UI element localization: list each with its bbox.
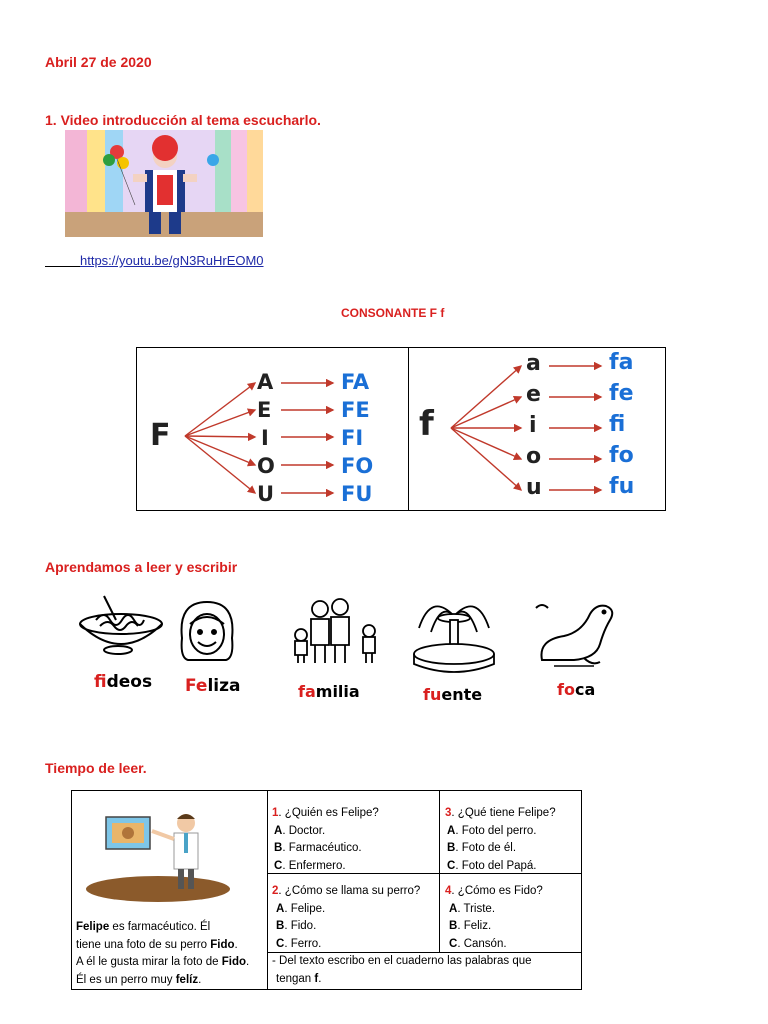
lowercase-diagram-box — [408, 347, 666, 511]
option-text: . Foto del Papá. — [455, 859, 537, 872]
word-rest: deos — [106, 672, 153, 692]
family-icon — [287, 597, 383, 667]
lowercase-vowel: a — [526, 351, 541, 376]
option-letter: C — [449, 937, 458, 950]
word-rest: ente — [441, 685, 483, 704]
question-4 — [445, 883, 579, 953]
question-text: . ¿Cómo es Fido? — [451, 885, 543, 897]
option-text: . Feliz. — [457, 920, 492, 932]
spaghetti-bowl-icon — [76, 594, 166, 660]
story-line: tiene una foto de su perro — [76, 938, 211, 951]
option-text: . Doctor. — [282, 824, 326, 837]
word-familia — [298, 682, 360, 701]
story-text: Felipe es farmacéutico. Él tiene una foto de su perro Fido. A él le gusta mirar la foto de Fido. Él es un perro muy felíz. — [76, 921, 250, 986]
question-text: . ¿Quién es Felipe? — [278, 807, 379, 819]
word-feliza — [185, 676, 241, 696]
word-prefix: fu — [423, 685, 442, 704]
uppercase-vowel: E — [257, 398, 272, 422]
word-rest: milia — [315, 682, 360, 701]
lowercase-vowel: u — [526, 475, 542, 500]
option-letter: C — [274, 859, 283, 872]
instruction-line: tengan — [276, 972, 315, 985]
fountain-icon — [411, 588, 497, 678]
clown-video-image — [65, 130, 263, 237]
option-letter: A — [274, 824, 283, 837]
word-fideos — [94, 672, 152, 692]
option-text: . Farmacéutico. — [282, 842, 362, 854]
option-letter: A — [447, 824, 456, 837]
story-line: Él es un perro muy — [76, 973, 176, 986]
date-heading: Abril 27 de 2020 — [45, 54, 152, 70]
uppercase-syllable: FA — [341, 370, 370, 394]
consonant-diagram — [136, 347, 666, 511]
word-prefix: fo — [557, 680, 575, 699]
lowercase-syllable: fi — [609, 412, 626, 437]
video-thumbnail[interactable] — [65, 130, 263, 237]
pharmacist-picture — [86, 805, 236, 905]
lowercase-vowel: o — [526, 444, 542, 469]
option-text: . Felipe. — [284, 902, 326, 915]
lowercase-vowel: i — [529, 413, 537, 438]
lowercase-syllable: fo — [609, 443, 634, 468]
option-text: . Enfermero. — [282, 859, 346, 872]
uppercase-syllable: FO — [341, 454, 374, 478]
question-number: 3 — [445, 807, 452, 819]
lowercase-syllable: fa — [609, 350, 634, 375]
word-prefix: fa — [298, 682, 316, 701]
option-letter: C — [276, 937, 285, 950]
question-text: . ¿Cómo se llama su perro? — [278, 885, 421, 897]
word-fuente — [423, 685, 482, 704]
option-text: . Ferro. — [284, 937, 322, 950]
link-underline-lead — [45, 266, 81, 267]
instruction-line: - Del texto escribo en el cuaderno las palabras que — [272, 955, 532, 967]
section1-title: 1. Video introducción al tema escucharlo. — [45, 112, 321, 128]
seal-icon — [534, 600, 618, 670]
lowercase-syllable: fe — [609, 381, 634, 406]
story-line: A él le gusta mirar la foto de — [76, 956, 222, 968]
uppercase-vowel: U — [257, 482, 275, 506]
option-text: . Foto de él. — [455, 842, 517, 854]
lowercase-letter-f: f — [419, 404, 434, 444]
uppercase-syllable: FI — [341, 426, 364, 450]
option-text: . Triste. — [457, 902, 496, 915]
lowercase-syllable: fu — [609, 474, 635, 499]
question-number: 2 — [272, 885, 279, 897]
story-bold: Fido — [210, 938, 235, 951]
section3-title: Tiempo de leer. — [45, 760, 147, 776]
table-divider — [439, 791, 440, 952]
option-letter: C — [447, 859, 456, 872]
word-prefix: fi — [94, 672, 107, 692]
section2-title: Aprendamos a leer y escribir — [45, 559, 238, 575]
uppercase-syllable: FE — [341, 398, 370, 422]
question-2 — [272, 883, 438, 953]
question-number: 1 — [272, 807, 279, 819]
reading-table — [71, 790, 582, 990]
video-link[interactable]: https://youtu.be/gN3RuHrEOM0 — [80, 253, 264, 268]
question-text: . ¿Qué tiene Felipe? — [451, 807, 556, 819]
instruction-letter: f — [314, 972, 319, 985]
uppercase-vowel: I — [261, 426, 269, 450]
story-bold: Felipe — [76, 921, 110, 933]
option-letter: B — [276, 920, 285, 932]
table-divider — [267, 791, 268, 989]
uppercase-diagram-box — [136, 347, 410, 511]
writing-instruction: - Del texto escribo en el cuaderno las palabras que tengan f. — [272, 953, 578, 988]
uppercase-letter-F: F — [150, 418, 171, 453]
uppercase-vowel: A — [257, 370, 274, 394]
option-text: . Cansón. — [457, 937, 507, 950]
consonant-title: CONSONANTE F f — [341, 306, 445, 320]
story-bold: Fido — [221, 956, 247, 968]
option-letter: B — [447, 842, 456, 854]
question-number: 4 — [445, 885, 452, 897]
uppercase-syllable: FU — [341, 482, 373, 506]
option-letter: A — [276, 902, 285, 915]
story-bold: felíz — [175, 973, 199, 986]
option-text: . Foto del perro. — [455, 824, 537, 837]
word-rest: liza — [207, 676, 241, 696]
question-1 — [272, 805, 438, 875]
smiling-woman-icon — [176, 598, 238, 664]
option-letter: A — [449, 902, 458, 915]
story-line: es farmacéutico. Él — [109, 921, 211, 933]
lowercase-vowel: e — [526, 382, 541, 407]
word-prefix: Fe — [185, 676, 208, 696]
word-foca — [557, 680, 595, 699]
uppercase-vowel: O — [257, 454, 275, 478]
question-3 — [445, 805, 579, 875]
option-letter: B — [274, 842, 283, 854]
option-text: . Fido. — [284, 920, 317, 932]
word-rest: ca — [574, 680, 596, 699]
option-letter: B — [449, 920, 458, 932]
